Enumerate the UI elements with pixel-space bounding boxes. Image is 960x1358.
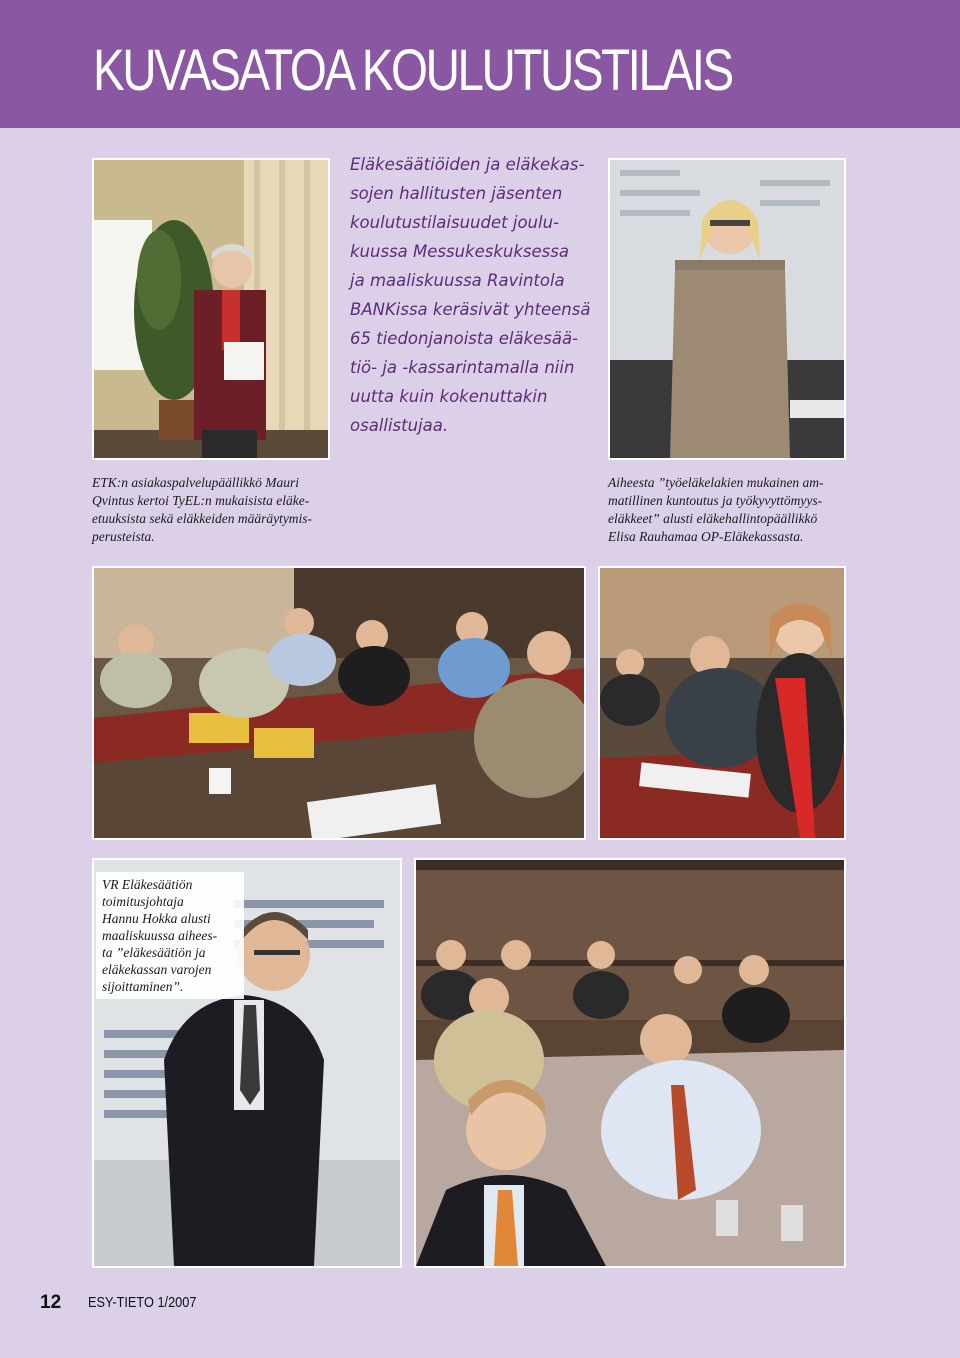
caption-mauri: ETK:n asiakaspalvelupäällikkö Mauri Qvintus kertoi TyEL:n mukaisista eläke- etuuksista sekä eläkkeiden määräytymis- perusteista. <box>92 475 313 544</box>
caption-hannu: VR Eläkesäätiön toimitusjohtaja Hannu Hokka alusti maaliskuussa aihees- ta ”eläkesäätiön ja eläkekassan varojen sijoittaminen”. <box>96 872 244 999</box>
photo-audience-left <box>92 566 586 840</box>
photo-audience-bottom <box>414 858 846 1268</box>
caption-elisa: Aiheesta ”työeläkelakien mukainen am- matillinen kuntoutus ja työkyvyttömyys- eläkkeet” alusti eläkehallintopäällikkö Elisa Rauhamaa OP-Eläkekassasta. <box>608 475 824 544</box>
photo-elisa-rauhamaa <box>608 158 846 460</box>
intro-text: Eläkesäätiöiden ja eläkekas- sojen hallitusten jäsenten koulutustilaisuudet joulu- kuussa Messukeskuksessa ja maaliskuussa Ravintola BANKissa keräsivät yhteensä 65 tiedonjanoista eläkesää- tiö- ja -kassarintamalla niin uutta kuin kokenuttakin osallistujaa. <box>350 155 591 435</box>
photo-mauri-qvintus <box>92 158 330 460</box>
header-banner <box>0 0 960 128</box>
photo-audience-right <box>598 566 846 840</box>
page-title: KUVASATOA KOULUTUSTILAIS <box>93 38 732 103</box>
publication-name: ESY-TIETO 1/2007 <box>88 1294 197 1311</box>
page-number: 12 <box>40 1292 62 1313</box>
